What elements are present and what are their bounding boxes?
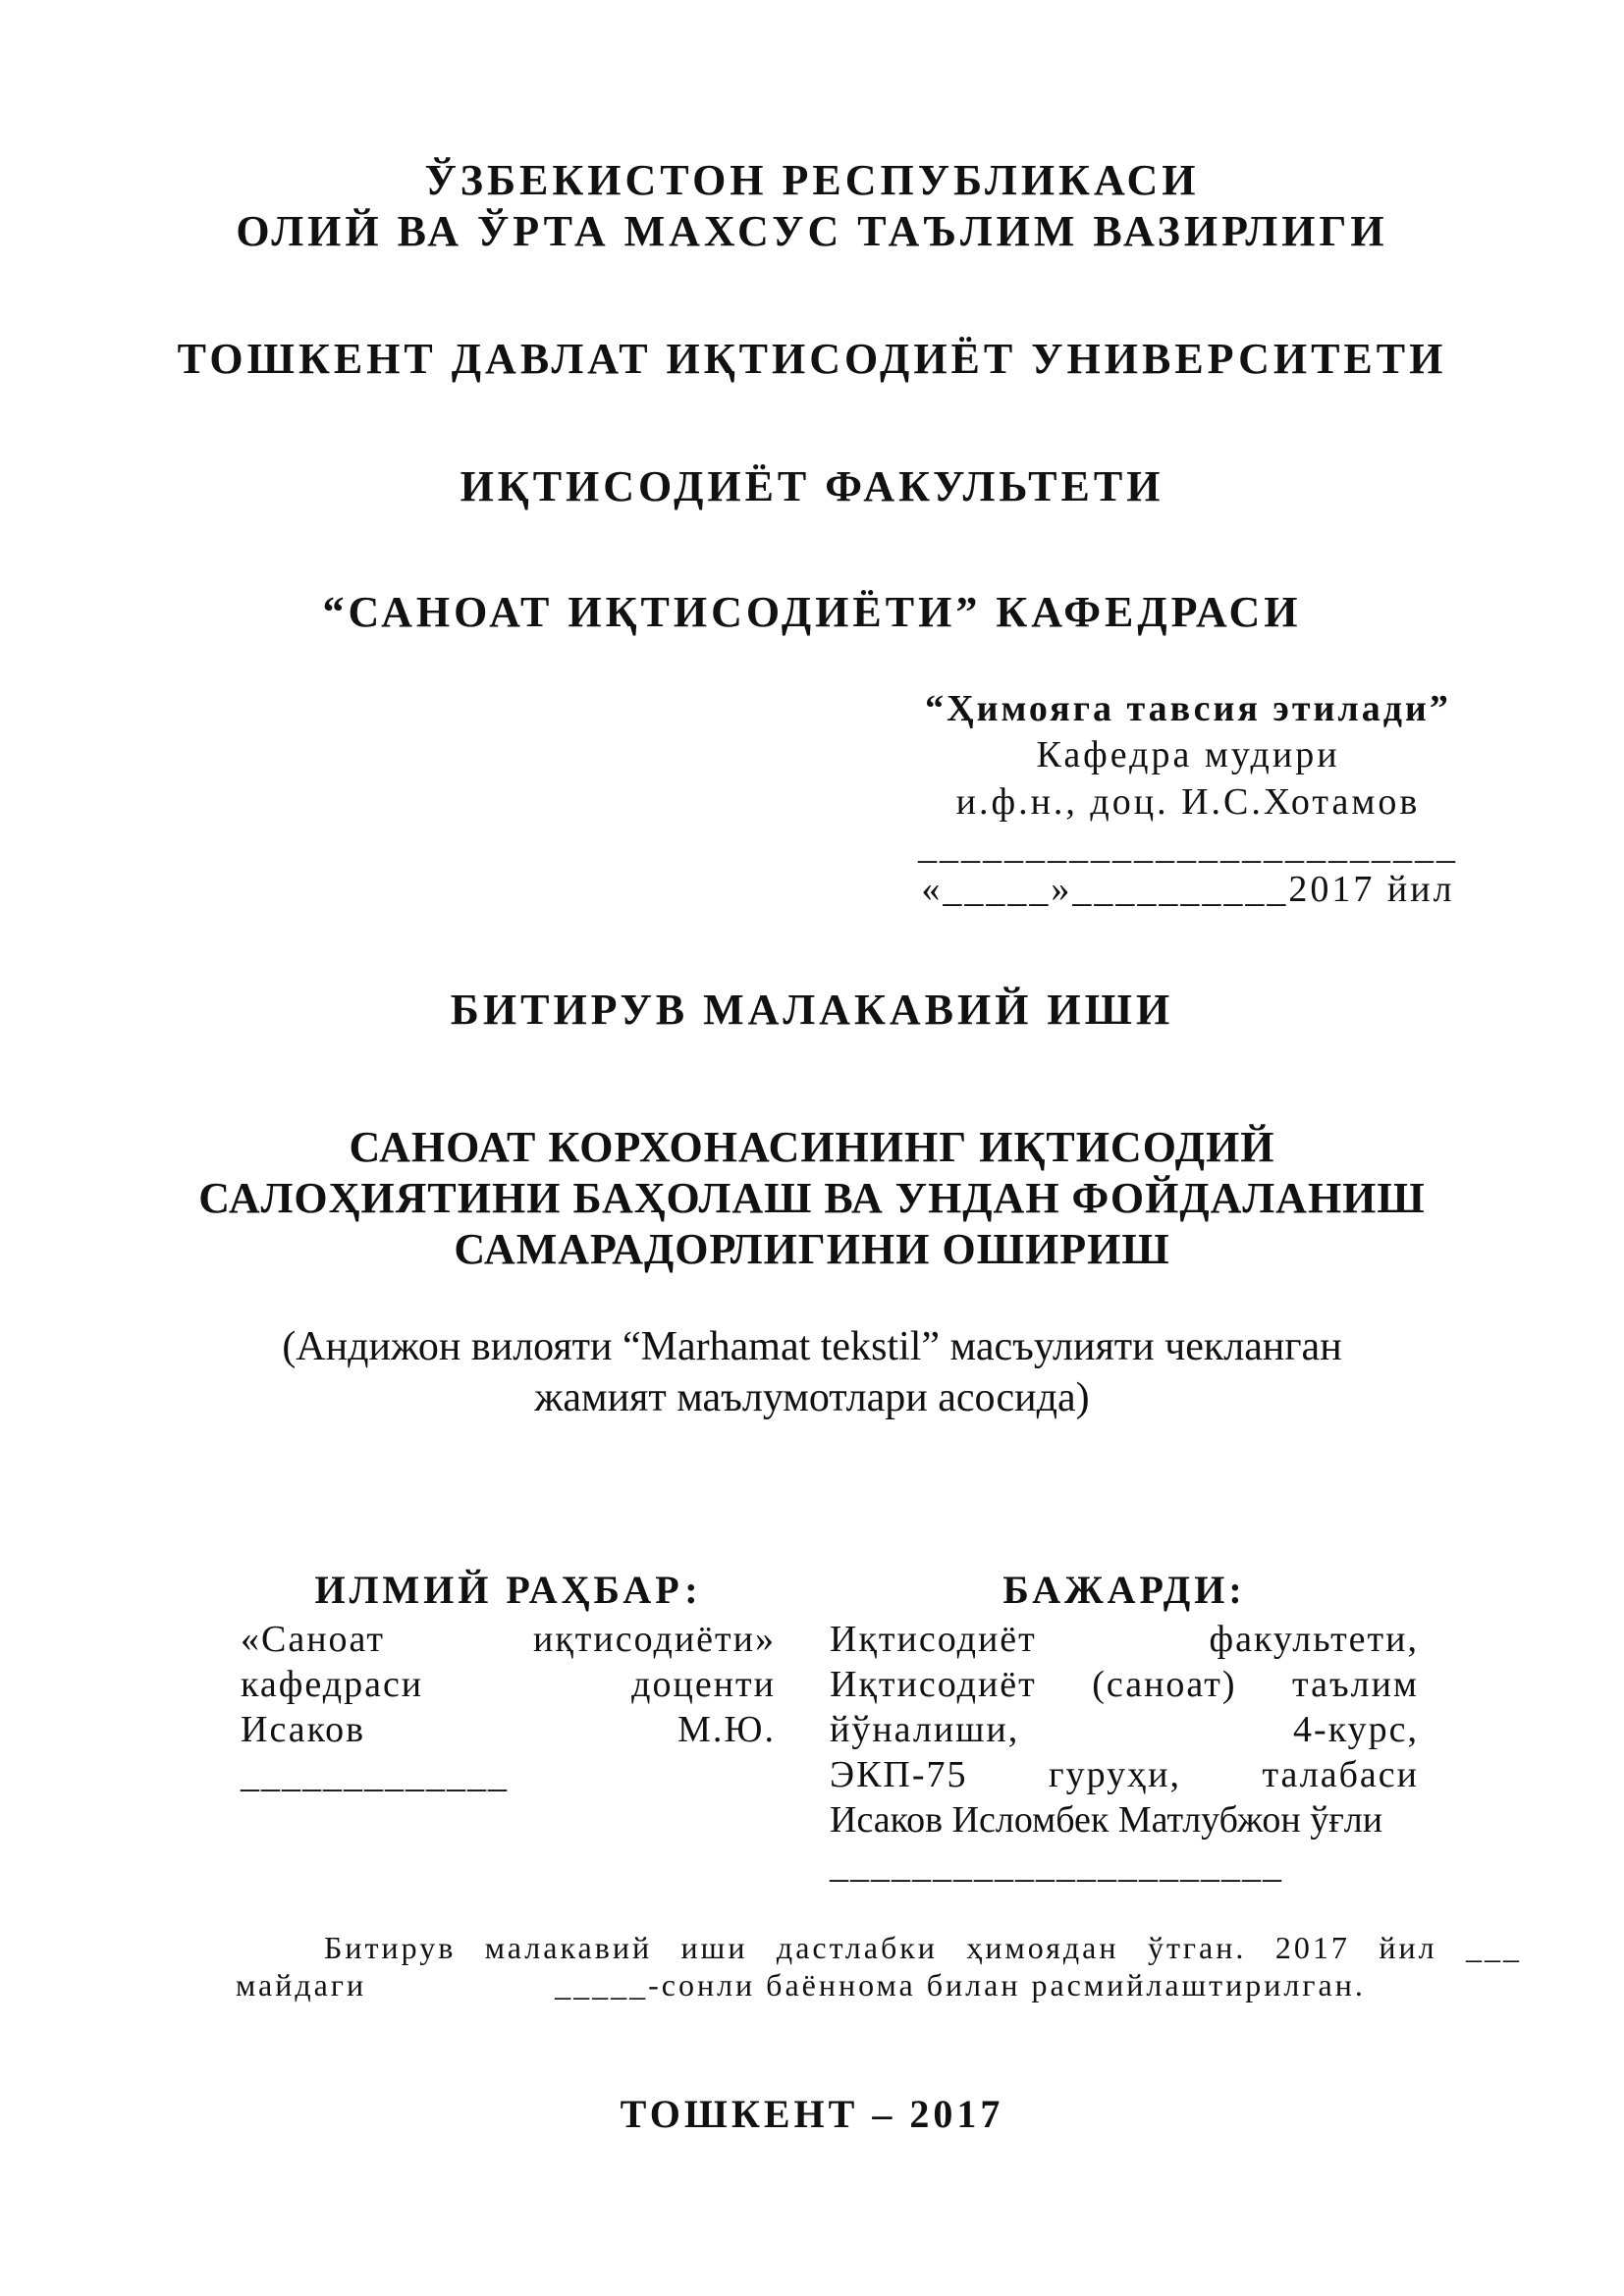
defense-note-line-1 <box>236 1929 1522 1966</box>
student-text: (саноат) <box>1092 1664 1237 1705</box>
supervisor-text: кафедраси <box>241 1664 424 1705</box>
republic-heading: ЎЗБЕКИСТОН РЕСПУБЛИКАСИ <box>424 156 1200 204</box>
note-word: ўтган. <box>1147 1930 1247 1965</box>
supervisor-line-3 <box>241 1707 776 1752</box>
approval-heading: “Ҳимояга тавсия этилади” <box>925 688 1451 729</box>
student-text: факультети, <box>1209 1619 1419 1660</box>
topic-line-3: САМАРАДОРЛИГИНИ ОШИРИШ <box>454 1225 1170 1273</box>
note-blank: ___ <box>1466 1930 1522 1965</box>
student-line-2 <box>830 1662 1419 1707</box>
student-signature-line: ______________________ <box>830 1844 1283 1886</box>
note-word: Битирув <box>324 1930 457 1965</box>
supervisor-signature-line: _____________ <box>241 1754 509 1795</box>
note-word: йил <box>1379 1930 1437 1965</box>
note-word: иши <box>680 1930 748 1965</box>
defense-note-line-2 <box>236 1966 1522 2003</box>
subtitle-line-1: (Андижон вилояти “Marhamat tekstil” масъулияти чекланган <box>282 1324 1342 1369</box>
city-year-footer: ТОШКЕНТ – 2017 <box>620 2092 1004 2136</box>
student-text: гуруҳи, <box>1049 1754 1181 1795</box>
work-type-heading: БИТИРУВ МАЛАКАВИЙ ИШИ <box>450 986 1174 1034</box>
topic-line-1: САНОАТ КОРХОНАСИНИНГ ИҚТИСОДИЙ <box>349 1123 1275 1171</box>
student-text: Иқтисодиёт <box>830 1619 1037 1660</box>
note-word: майдаги <box>236 1967 367 2002</box>
approval-role: Кафедра мудири <box>1036 734 1340 775</box>
supervisor-heading: ИЛМИЙ РАҲБАР: <box>314 1568 702 1612</box>
ministry-heading: ОЛИЙ ВА ЎРТА МАХСУС ТАЪЛИМ ВАЗИРЛИГИ <box>236 207 1388 255</box>
supervisor-block <box>241 1564 776 1797</box>
approval-date-line: «_____»__________2017 йил <box>921 869 1455 910</box>
supervisor-line-2 <box>241 1662 776 1707</box>
note-word: ҳимоядан <box>966 1930 1119 1965</box>
supervisor-name: Исаков <box>241 1709 366 1750</box>
student-text: талабаси <box>1262 1754 1419 1795</box>
student-text: йўналиши, <box>830 1709 1020 1750</box>
supervisor-initials: М.Ю. <box>677 1709 776 1750</box>
approval-signature-line: _________________________ <box>918 826 1458 867</box>
student-text: таълим <box>1292 1664 1419 1705</box>
student-text: 4-курс, <box>1293 1709 1419 1750</box>
department-heading: “САНОАТ ИҚТИСОДИЁТИ” КАФЕДРАСИ <box>322 588 1302 636</box>
student-line-4 <box>830 1752 1419 1797</box>
faculty-heading: ИҚТИСОДИЁТ ФАКУЛЬТЕТИ <box>460 462 1164 510</box>
defense-note <box>236 1929 1522 2003</box>
student-line-1 <box>830 1617 1419 1662</box>
approval-head-name: и.ф.н., доц. И.С.Хотамов <box>955 781 1421 823</box>
supervisor-line-1 <box>241 1617 776 1662</box>
university-heading: ТОШКЕНТ ДАВЛАТ ИҚТИСОДИЁТ УНИВЕРСИТЕТИ <box>177 335 1447 383</box>
student-text: ЭКП-75 <box>830 1754 968 1795</box>
supervisor-text: иқтисодиёти» <box>533 1619 776 1660</box>
topic-line-2: САЛОҲИЯТИНИ БАҲОЛАШ ВА УНДАН ФОЙДАЛАНИШ <box>198 1174 1426 1222</box>
student-text: Иқтисодиёт <box>830 1664 1037 1705</box>
supervisor-text: доценти <box>631 1664 776 1705</box>
note-text: _____-сонли баённома билан расмийлаштирилган. <box>555 1967 1366 2002</box>
subtitle-line-2: жамият маълумотлари асосида) <box>534 1375 1090 1420</box>
supervisor-text: «Саноат <box>241 1619 386 1660</box>
note-word: малакавий <box>484 1930 653 1965</box>
note-word: дастлабки <box>776 1930 938 1965</box>
note-word: 2017 <box>1274 1930 1350 1965</box>
student-line-3 <box>830 1707 1419 1752</box>
student-block <box>830 1564 1419 1888</box>
student-heading: БАЖАРДИ: <box>1002 1568 1246 1612</box>
student-name: Исаков Исломбек Матлубжон ўғли <box>830 1799 1383 1841</box>
